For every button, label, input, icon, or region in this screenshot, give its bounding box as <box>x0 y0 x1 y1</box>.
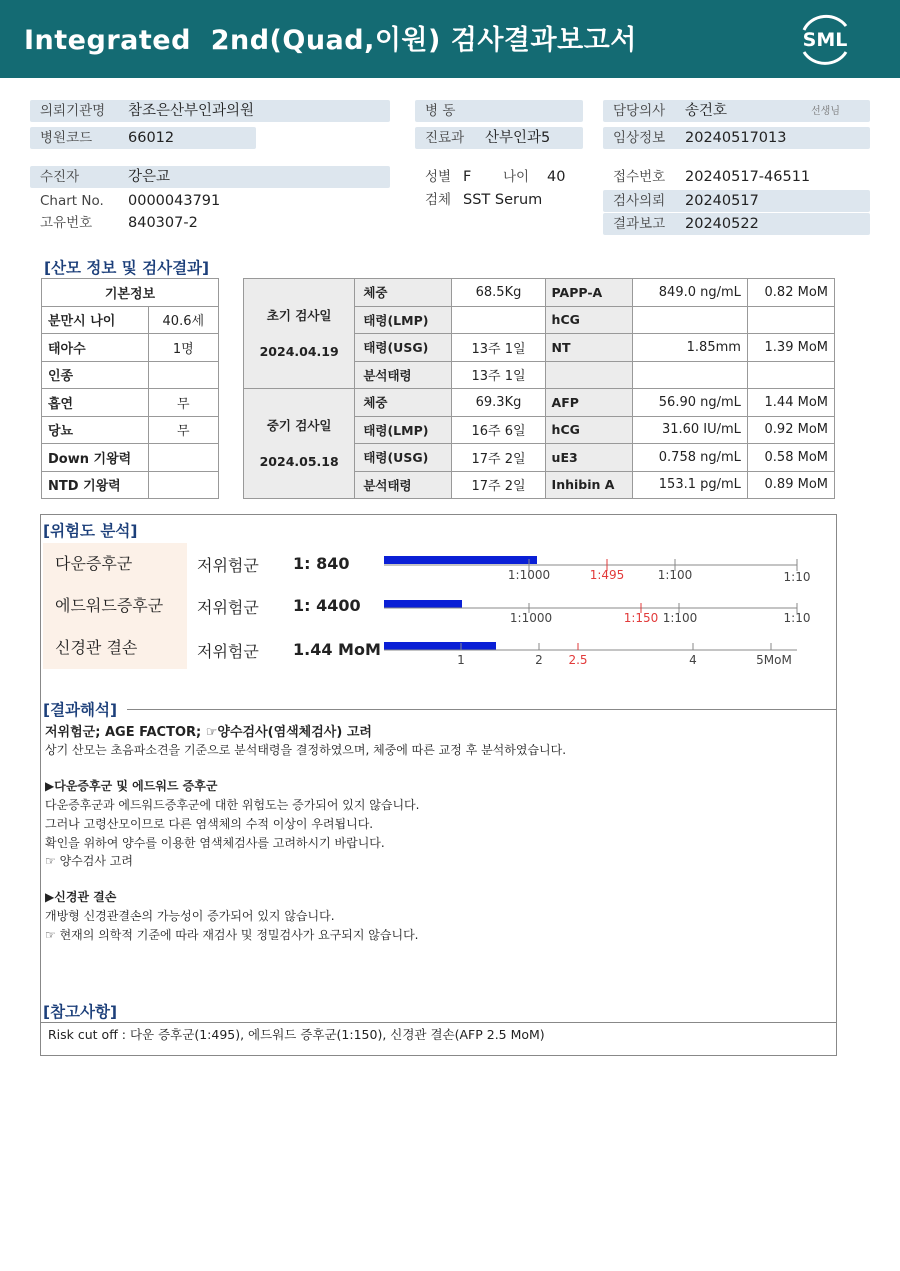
risk-value-edward: 1: 4400 <box>293 596 361 615</box>
request-label: 검사의뢰 <box>613 193 666 209</box>
lab-item: 태령(LMP) <box>355 306 452 334</box>
basic-value <box>148 444 218 472</box>
basic-key: 당뇨 <box>42 416 149 444</box>
lab-results-table <box>243 278 835 499</box>
analyte-result: 849.0 ng/mL <box>632 279 747 307</box>
basic-value: 1명 <box>148 334 218 362</box>
edward-tick-label: 1:10 <box>783 611 811 625</box>
analyte-mom: 0.58 MoM <box>747 444 834 472</box>
interp-line: 저위험군; AGE FACTOR; ☞양수검사(염색체검사) 고려 <box>45 725 372 740</box>
analyte-result: 31.60 IU/mL <box>632 416 747 444</box>
table-row <box>42 444 219 472</box>
basic-value <box>148 361 218 389</box>
lab-value <box>452 306 545 334</box>
hospital-code-label: 병원코드 <box>40 130 93 146</box>
analyte-result <box>632 361 747 389</box>
risk-label-edward: 에드워드증후군 <box>43 585 187 627</box>
chart-label: Chart No. <box>40 193 104 209</box>
unique-field <box>30 212 390 234</box>
specimen-label: 검체 <box>425 192 452 208</box>
clinical-value: 20240517013 <box>685 130 787 146</box>
report-title: Integrated 2nd(Quad,이원) 검사결과보고서 <box>24 25 637 56</box>
maternal-info-title: [산모 정보 및 검사결과] <box>44 259 210 277</box>
lab-value: 68.5Kg <box>452 279 545 307</box>
basic-key: 흡연 <box>42 389 149 417</box>
sex-label: 성별 <box>425 169 452 185</box>
basic-key: NTD 기왕력 <box>42 471 149 499</box>
chart-field <box>30 190 390 212</box>
analyte-result: 153.1 pg/mL <box>632 471 747 499</box>
analyte-name: hCG <box>545 306 632 334</box>
analyte-result: 0.758 ng/mL <box>632 444 747 472</box>
institution-value: 참조은산부인과의원 <box>128 103 255 119</box>
lab-item: 태령(LMP) <box>355 416 452 444</box>
unique-label: 고유번호 <box>40 215 93 231</box>
risk-value-ntd: 1.44 MoM <box>293 640 381 659</box>
request-field <box>603 190 870 212</box>
down-tick-label: 1:1000 <box>507 568 551 582</box>
table-row <box>244 279 835 307</box>
clinical-label: 임상정보 <box>613 130 666 146</box>
specimen-value: SST Serum <box>463 192 543 208</box>
analyte-name: AFP <box>545 389 632 417</box>
basic-key: 태아수 <box>42 334 149 362</box>
age-value: 40 <box>547 169 566 185</box>
down-tick-label: 1:10 <box>783 570 811 584</box>
ntd-cutoff-label: 2.5 <box>568 653 588 667</box>
basic-value: 무 <box>148 416 218 444</box>
ntd-tick-label: 1 <box>457 653 465 667</box>
table-row <box>244 389 835 417</box>
analyte-result <box>632 306 747 334</box>
down-risk-bar <box>384 556 537 564</box>
sex-age-field <box>415 166 595 188</box>
lab-item: 분석태령 <box>355 361 452 389</box>
down-tick-label: 1:100 <box>657 568 693 582</box>
risk-analysis-box <box>40 514 837 1056</box>
table-row <box>42 471 219 499</box>
report-date-label: 결과보고 <box>613 216 666 232</box>
interp-line: 상기 산모는 초음파소견을 기준으로 분석태령을 결정하였으며, 체중에 따른 교정 후 분석하였습니다. <box>45 743 567 757</box>
institution-field <box>30 100 390 122</box>
ntd-tick-label: 5MoM <box>756 653 792 667</box>
analyte-mom: 0.89 MoM <box>747 471 834 499</box>
basic-info-header: 기본정보 <box>42 279 219 307</box>
edward-tick-label: 1:1000 <box>509 611 553 625</box>
report-date-value: 20240522 <box>685 216 759 232</box>
lab-item: 태령(USG) <box>355 444 452 472</box>
report-header <box>0 0 900 78</box>
early-test-date: 2024.04.19 <box>259 343 339 359</box>
dept-label: 진료과 <box>425 130 465 146</box>
edward-cutoff-label: 1:150 <box>623 611 659 625</box>
lab-value: 69.3Kg <box>452 389 545 417</box>
interp-line: ☞ 현재의 의학적 기준에 따라 재검사 및 정밀검사가 요구되지 않습니다. <box>45 928 419 942</box>
doctor-value: 송건호 <box>685 103 728 119</box>
edward-tick-label: 1:100 <box>662 611 698 625</box>
specimen-field <box>415 189 595 211</box>
age-label: 나이 <box>503 169 530 185</box>
interp-heading: ▶다운증후군 및 에드워드 증후군 <box>45 779 218 793</box>
risk-label-down: 다운증후군 <box>43 543 187 585</box>
interp-line: ☞ 양수검사 고려 <box>45 854 133 868</box>
hospital-code-field <box>30 127 256 149</box>
early-test-group <box>244 279 355 389</box>
interp-line: 개방형 신경관결손의 가능성이 증가되어 있지 않습니다. <box>45 909 335 923</box>
analyte-name: NT <box>545 334 632 362</box>
analyte-mom <box>747 306 834 334</box>
basic-key: 분만시 나이 <box>42 306 149 334</box>
report-date-field <box>603 213 870 235</box>
lab-value: 17주 2일 <box>452 444 545 472</box>
early-test-label: 초기 검사일 <box>266 307 332 323</box>
receipt-value: 20240517-46511 <box>685 169 811 185</box>
hospital-code-value: 66012 <box>128 130 175 146</box>
risk-level-down: 저위험군 <box>197 556 259 575</box>
mid-test-group <box>244 389 355 499</box>
analyte-mom: 0.82 MoM <box>747 279 834 307</box>
note-title: [참고사항] <box>43 1003 118 1021</box>
clinical-field <box>603 127 870 149</box>
analyte-mom <box>747 361 834 389</box>
lab-item: 태령(USG) <box>355 334 452 362</box>
mid-test-label: 중기 검사일 <box>266 417 332 433</box>
interp-heading: ▶신경관 결손 <box>45 890 117 904</box>
ward-label: 병 동 <box>425 103 456 119</box>
lab-item: 체중 <box>355 279 452 307</box>
institution-label: 의뢰기관명 <box>40 103 106 119</box>
lab-value: 13주 1일 <box>452 361 545 389</box>
sex-value: F <box>463 169 472 185</box>
ward-field <box>415 100 583 122</box>
interp-title: [결과해석] <box>43 701 118 719</box>
basic-value: 무 <box>148 389 218 417</box>
basic-value: 40.6세 <box>148 306 218 334</box>
interp-line: 그러나 고령산모이므로 다른 염색체의 수적 이상이 우려됩니다. <box>45 817 374 831</box>
basic-info-table <box>41 278 219 499</box>
interp-line: 확인을 위하여 양수를 이용한 염색체검사를 고려하시기 바랍니다. <box>45 836 385 850</box>
interp-divider <box>127 709 836 710</box>
chart-value: 0000043791 <box>128 193 221 209</box>
analyte-name: hCG <box>545 416 632 444</box>
basic-key: 인종 <box>42 361 149 389</box>
note-text: Risk cut off : 다운 증후군(1:495), 에드워드 증후군(1:150), 신경관 결손(AFP 2.5 MoM) <box>48 1027 545 1042</box>
doctor-label: 담당의사 <box>613 103 666 119</box>
doctor-field <box>603 100 870 122</box>
edward-risk-bar <box>384 600 462 608</box>
lab-item: 체중 <box>355 389 452 417</box>
analyte-name: Inhibin A <box>545 471 632 499</box>
basic-key: Down 기왕력 <box>42 444 149 472</box>
receipt-label: 접수번호 <box>613 169 666 185</box>
lab-value: 13주 1일 <box>452 334 545 362</box>
risk-level-ntd: 저위험군 <box>197 642 259 661</box>
doctor-suffix: 선생님 <box>811 106 840 117</box>
table-row <box>42 389 219 417</box>
analyte-mom: 0.92 MoM <box>747 416 834 444</box>
risk-scales <box>41 515 838 685</box>
request-value: 20240517 <box>685 193 759 209</box>
analyte-result: 1.85mm <box>632 334 747 362</box>
dept-field <box>415 127 583 149</box>
table-row <box>42 334 219 362</box>
analyte-name: PAPP-A <box>545 279 632 307</box>
dept-value: 산부인과5 <box>485 130 551 146</box>
ntd-tick-label: 2 <box>535 653 543 667</box>
patient-value: 강은교 <box>128 169 171 185</box>
ntd-tick-label: 4 <box>689 653 697 667</box>
unique-value: 840307-2 <box>128 215 198 231</box>
risk-level-edward: 저위험군 <box>197 598 259 617</box>
logo-text: SML <box>802 29 848 51</box>
lab-value: 16주 6일 <box>452 416 545 444</box>
risk-label-ntd: 신경관 결손 <box>43 627 187 669</box>
receipt-field <box>603 166 870 188</box>
note-divider <box>41 1022 836 1023</box>
sml-logo <box>796 12 854 66</box>
table-row <box>42 361 219 389</box>
ntd-risk-bar <box>384 642 496 650</box>
patient-label: 수진자 <box>40 169 80 185</box>
lab-item: 분석태령 <box>355 471 452 499</box>
risk-value-down: 1: 840 <box>293 554 350 573</box>
table-row <box>42 306 219 334</box>
risk-title: [위험도 분석] <box>43 522 138 540</box>
analyte-mom: 1.44 MoM <box>747 389 834 417</box>
analyte-mom: 1.39 MoM <box>747 334 834 362</box>
analyte-name <box>545 361 632 389</box>
basic-value <box>148 471 218 499</box>
patient-field <box>30 166 390 188</box>
mid-test-date: 2024.05.18 <box>259 453 339 469</box>
analyte-name: uE3 <box>545 444 632 472</box>
analyte-result: 56.90 ng/mL <box>632 389 747 417</box>
down-cutoff-label: 1:495 <box>589 568 625 582</box>
interp-line: 다운증후군과 에드워드증후군에 대한 위험도는 증가되어 있지 않습니다. <box>45 798 420 812</box>
table-row <box>42 416 219 444</box>
lab-value: 17주 2일 <box>452 471 545 499</box>
